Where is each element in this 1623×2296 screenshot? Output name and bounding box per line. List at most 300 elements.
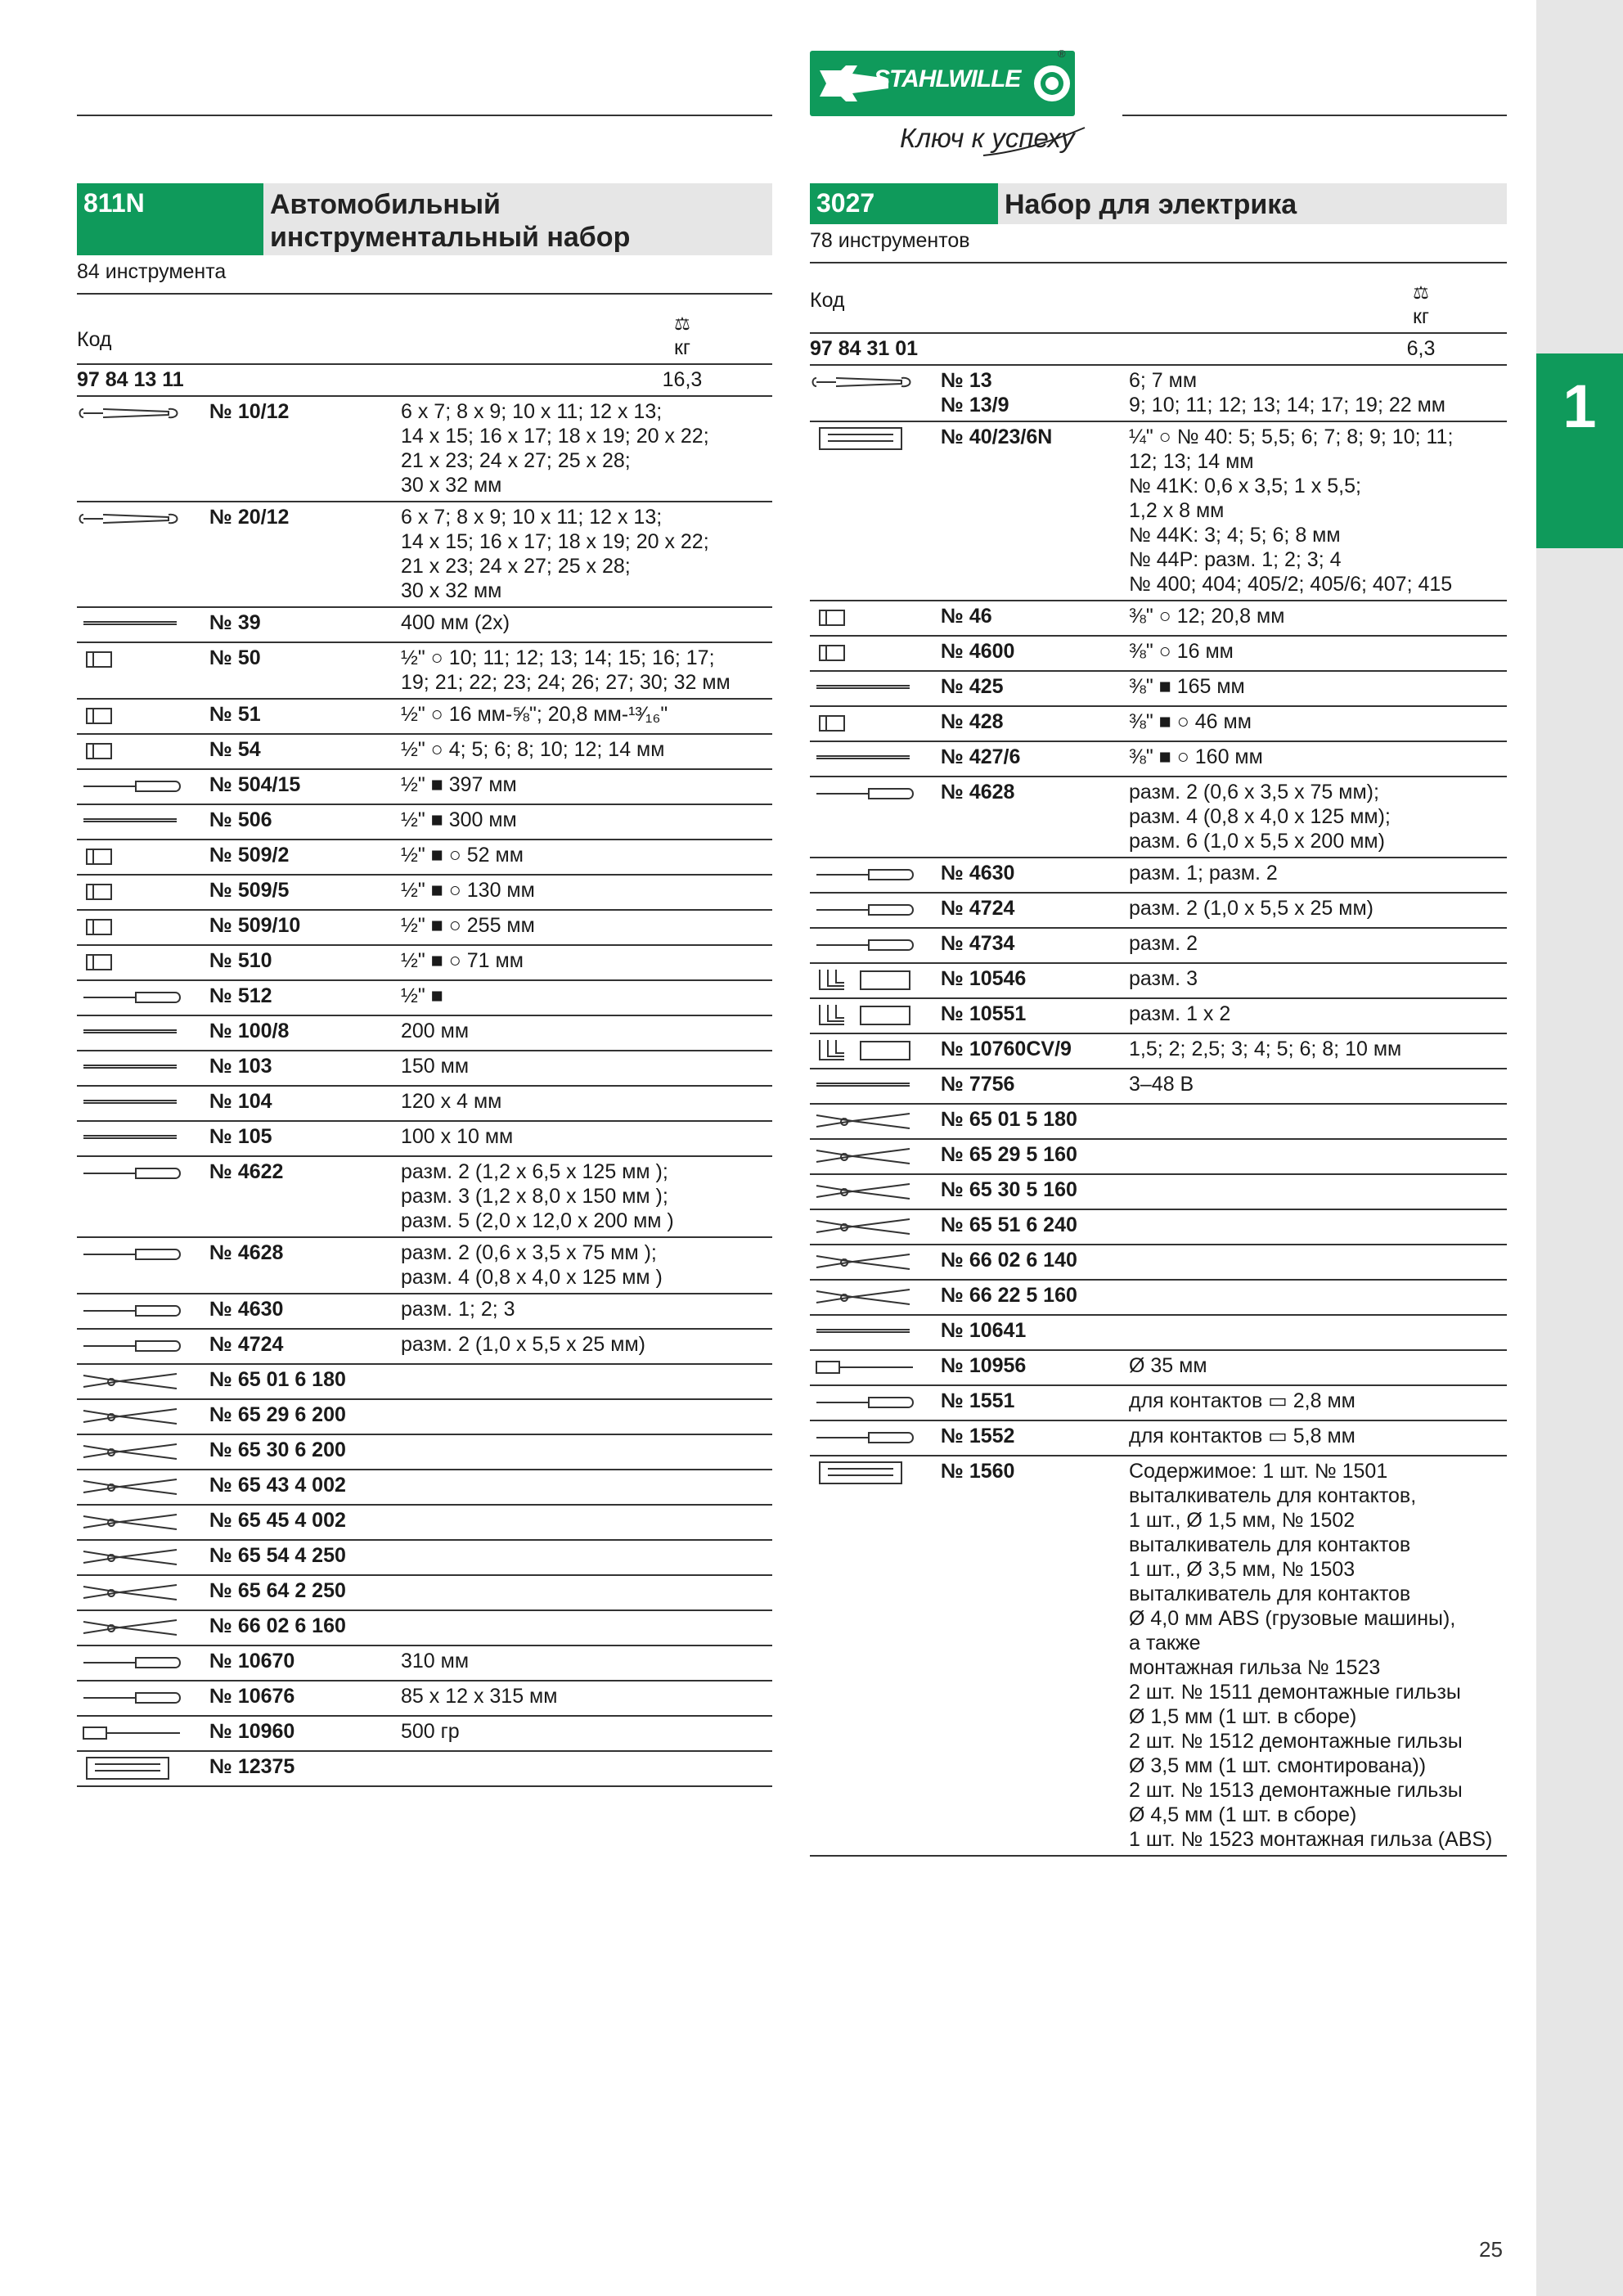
- sidebar-strip: [1536, 0, 1623, 2296]
- tool-number: № 1560: [941, 1456, 1129, 1856]
- set-title: Набор для электрика: [1005, 189, 1297, 220]
- tool-row[interactable]: [810, 1104, 1507, 1139]
- tool-number: № 65 29 6 200: [209, 1399, 401, 1434]
- chapter-tab[interactable]: [1536, 353, 1623, 548]
- tool-driver-icon: [79, 1684, 185, 1712]
- header-rule-left: [77, 115, 772, 116]
- tool-description: ½" ■: [401, 980, 772, 1015]
- tool-socket-icon: [812, 604, 918, 632]
- tool-picture: [810, 1069, 941, 1104]
- tool-picture: [810, 1315, 941, 1350]
- tool-row[interactable]: [810, 1420, 1507, 1456]
- tool-bar-icon: [79, 808, 185, 835]
- tool-picture: [810, 1174, 941, 1209]
- tool-picture: [810, 1350, 941, 1385]
- tool-picture: [77, 1294, 209, 1329]
- tool-description: ½" ○ 4; 5; 6; 8; 10; 12; 14 мм: [401, 734, 772, 769]
- tool-picture: [77, 840, 209, 875]
- tool-row[interactable]: [77, 1751, 772, 1786]
- tool-picture: [77, 1434, 209, 1470]
- set-title: Автомобильный инструментальный набор: [270, 189, 631, 253]
- tool-row[interactable]: [810, 421, 1507, 601]
- tool-row[interactable]: [77, 1399, 772, 1434]
- set-code: 811N: [77, 183, 263, 255]
- tool-description: [1129, 1315, 1507, 1350]
- tool-number: № 4630: [941, 858, 1129, 893]
- tool-description: разм. 2: [1129, 928, 1507, 963]
- tool-picture: [810, 706, 941, 741]
- tool-row[interactable]: [77, 1681, 772, 1716]
- set-weight: 16,3: [592, 364, 772, 396]
- tool-picture: [77, 1237, 209, 1294]
- tool-row[interactable]: [77, 1156, 772, 1237]
- tool-driver-icon: [812, 896, 918, 924]
- tool-description: [401, 1751, 772, 1786]
- scale-icon: ⚖: [1413, 282, 1429, 303]
- tool-description: ⅜" ■ 165 мм: [1129, 671, 1507, 706]
- tool-bar-icon: [79, 1019, 185, 1047]
- tool-pliers-icon: [812, 1248, 918, 1276]
- tool-kit-icon: [79, 1754, 185, 1782]
- tool-row[interactable]: [77, 1086, 772, 1121]
- tool-pliers-icon: [79, 1473, 185, 1501]
- tool-number: № 4630: [209, 1294, 401, 1329]
- tool-number: № 104: [209, 1086, 401, 1121]
- tool-row[interactable]: [810, 1174, 1507, 1209]
- tool-picture: [810, 1033, 941, 1069]
- tool-description: ¼" ○ № 40: 5; 5,5; 6; 7; 8; 9; 10; 11; 12; 13; 14 мм № 41K: 0,6 x 3,5; 1 x 5,5; 1,2 x 8 мм № 44K: 3; 4; 5; 6; 8 мм № 44P: разм. 1; 2; 3; 4 № 400; 404; 405/2; 405/6; 407; 415: [1129, 421, 1507, 601]
- tool-number: № 105: [209, 1121, 401, 1156]
- tool-picture: [810, 1139, 941, 1174]
- tool-description: ⅜" ○ 12; 20,8 мм: [1129, 601, 1507, 636]
- tool-number: № 509/5: [209, 875, 401, 910]
- tool-row[interactable]: [77, 699, 772, 734]
- tool-number: № 65 64 2 250: [209, 1575, 401, 1610]
- tool-picture: [810, 1385, 941, 1420]
- tool-description: для контактов ▭ 2,8 мм: [1129, 1385, 1507, 1420]
- tool-description: 400 мм (2x): [401, 607, 772, 642]
- tool-row[interactable]: [77, 980, 772, 1015]
- tool-number: № 4724: [941, 893, 1129, 928]
- tool-picture: [77, 1575, 209, 1610]
- tool-description: [1129, 1280, 1507, 1315]
- tool-bar-icon: [812, 745, 918, 772]
- tool-description: 120 x 4 мм: [401, 1086, 772, 1121]
- tool-pliers-icon: [812, 1142, 918, 1170]
- tool-row[interactable]: [77, 1237, 772, 1294]
- tool-row[interactable]: [77, 502, 772, 607]
- tool-row[interactable]: [77, 1505, 772, 1540]
- tool-row[interactable]: [810, 1456, 1507, 1856]
- tool-wrench-icon: [812, 368, 918, 396]
- tool-picture: [810, 421, 941, 601]
- tool-number: № 65 30 6 200: [209, 1434, 401, 1470]
- tool-picture: [77, 1505, 209, 1540]
- tool-row[interactable]: [77, 1364, 772, 1399]
- tool-description: ½" ■ 300 мм: [401, 804, 772, 840]
- tool-hammer-icon: [79, 1719, 185, 1747]
- tool-number: № 1551: [941, 1385, 1129, 1420]
- tool-row[interactable]: [810, 1280, 1507, 1315]
- tool-row[interactable]: [810, 1350, 1507, 1385]
- tool-number: № 4724: [209, 1329, 401, 1364]
- tool-driver-icon: [79, 1332, 185, 1360]
- tool-picture: [77, 1329, 209, 1364]
- set-count: 78 инструментов: [810, 229, 970, 252]
- tool-row[interactable]: [77, 769, 772, 804]
- tool-description: [401, 1505, 772, 1540]
- tool-socket-icon: [79, 948, 185, 976]
- tool-socket-icon: [79, 913, 185, 941]
- tool-description: 6 x 7; 8 x 9; 10 x 11; 12 x 13; 14 x 15; 16 x 17; 18 x 19; 20 x 22; 21 x 23; 24 x 27; 25 x 28; 30 x 32 мм: [401, 396, 772, 502]
- tool-number: № 10676: [209, 1681, 401, 1716]
- tool-wrench-icon: [79, 399, 185, 427]
- tool-number: № 20/12: [209, 502, 401, 607]
- tool-number: № 512: [209, 980, 401, 1015]
- tool-picture: [77, 699, 209, 734]
- registered-mark: ®: [1058, 47, 1066, 60]
- tool-row[interactable]: [810, 893, 1507, 928]
- tool-picture: [77, 910, 209, 945]
- tool-row[interactable]: [810, 1033, 1507, 1069]
- tool-picture: [810, 998, 941, 1033]
- tool-kit-icon: [812, 425, 918, 452]
- tool-description: ½" ○ 10; 11; 12; 13; 14; 15; 16; 17; 19; 21; 22; 23; 24; 26; 27; 30; 32 мм: [401, 642, 772, 699]
- tool-description: 85 x 12 x 315 мм: [401, 1681, 772, 1716]
- tool-description: разм. 2 (0,6 x 3,5 x 75 мм); разм. 4 (0,8 x 4,0 x 125 мм); разм. 6 (1,0 x 5,5 x 200 мм): [1129, 777, 1507, 858]
- tool-picture: [77, 769, 209, 804]
- tool-description: разм. 2 (1,0 x 5,5 x 25 мм): [401, 1329, 772, 1364]
- tool-number: № 40/23/6N: [941, 421, 1129, 601]
- tool-number: № 66 02 6 160: [209, 1610, 401, 1645]
- tool-picture: [810, 963, 941, 998]
- tool-driver-icon: [79, 1297, 185, 1325]
- tool-row[interactable]: [77, 910, 772, 945]
- tool-description: [401, 1434, 772, 1470]
- tool-number: № 10641: [941, 1315, 1129, 1350]
- article-number[interactable]: 97 84 31 01: [810, 333, 1335, 365]
- tool-picture: [810, 1420, 941, 1456]
- tool-number: № 103: [209, 1051, 401, 1086]
- tool-picture: [77, 1470, 209, 1505]
- set-header: [810, 183, 1507, 224]
- tool-bar-icon: [79, 1124, 185, 1152]
- tool-number: № 504/15: [209, 769, 401, 804]
- tool-picture: [810, 1245, 941, 1280]
- tool-row[interactable]: [77, 1015, 772, 1051]
- scale-icon: ⚖: [674, 313, 690, 334]
- tool-description: ⅜" ○ 16 мм: [1129, 636, 1507, 671]
- tool-number: № 4628: [209, 1237, 401, 1294]
- code-label: Код: [77, 294, 401, 364]
- tool-picture: [810, 365, 941, 421]
- tool-description: 100 x 10 мм: [401, 1121, 772, 1156]
- article-number[interactable]: 97 84 13 11: [77, 364, 592, 396]
- tool-bar-icon: [79, 610, 185, 638]
- tool-pliers-icon: [79, 1367, 185, 1395]
- tool-description: [1129, 1139, 1507, 1174]
- tool-number: № 65 01 6 180: [209, 1364, 401, 1399]
- tool-number: № 10546: [941, 963, 1129, 998]
- tool-picture: [810, 928, 941, 963]
- tool-number: № 65 43 4 002: [209, 1470, 401, 1505]
- tool-picture: [810, 777, 941, 858]
- tool-row[interactable]: [810, 706, 1507, 741]
- tool-picture: [810, 636, 941, 671]
- tool-row[interactable]: [810, 777, 1507, 858]
- tool-pliers-icon: [812, 1283, 918, 1311]
- tool-row[interactable]: [810, 1139, 1507, 1174]
- tool-bar-icon: [812, 674, 918, 702]
- tool-picture: [77, 1540, 209, 1575]
- tool-description: [401, 1610, 772, 1645]
- tool-driver-icon: [79, 772, 185, 800]
- tool-description: разм. 1 x 2: [1129, 998, 1507, 1033]
- tool-driver-icon: [812, 931, 918, 959]
- tool-description: [1129, 1104, 1507, 1139]
- tool-number: № 12375: [209, 1751, 401, 1786]
- tool-row[interactable]: [77, 804, 772, 840]
- tool-bar-icon: [812, 1072, 918, 1100]
- tool-picture: [77, 804, 209, 840]
- tool-number: № 425: [941, 671, 1129, 706]
- gear-icon: [1031, 61, 1073, 106]
- tool-picture: [77, 945, 209, 980]
- tool-description: 200 мм: [401, 1015, 772, 1051]
- tool-picture: [810, 1104, 941, 1139]
- tool-pliers-icon: [812, 1107, 918, 1135]
- tool-picture: [77, 734, 209, 769]
- tool-number: № 1552: [941, 1420, 1129, 1456]
- tool-row[interactable]: [810, 365, 1507, 421]
- tool-description: разм. 1; разм. 2: [1129, 858, 1507, 893]
- tool-row[interactable]: [77, 1434, 772, 1470]
- tool-description: [401, 1399, 772, 1434]
- set-811n-table: [77, 293, 772, 1787]
- tool-description: Ø 35 мм: [1129, 1350, 1507, 1385]
- tool-description: ⅜" ■ ○ 46 мм: [1129, 706, 1507, 741]
- tool-kit-icon: [812, 1459, 918, 1487]
- tool-row[interactable]: [810, 1069, 1507, 1104]
- tool-number: № 4600: [941, 636, 1129, 671]
- tool-row[interactable]: [810, 636, 1507, 671]
- tool-description: разм. 2 (0,6 x 3,5 x 75 мм ); разм. 4 (0,8 x 4,0 x 125 мм ): [401, 1237, 772, 1294]
- tool-description: [401, 1540, 772, 1575]
- set-3027-section: [810, 183, 1507, 1857]
- tool-row[interactable]: [77, 1540, 772, 1575]
- tool-picture: [77, 1645, 209, 1681]
- tool-row[interactable]: [810, 741, 1507, 777]
- tool-number: № 50: [209, 642, 401, 699]
- tool-number: № 10956: [941, 1350, 1129, 1385]
- tool-socket-icon: [79, 843, 185, 871]
- tool-picture: [77, 1086, 209, 1121]
- tool-row[interactable]: [810, 601, 1507, 636]
- tool-row[interactable]: [77, 1575, 772, 1610]
- tool-picture: [810, 1209, 941, 1245]
- tool-description: ½" ○ 16 мм-⅝"; 20,8 мм-¹³⁄₁₆": [401, 699, 772, 734]
- tool-row[interactable]: [810, 1315, 1507, 1350]
- tool-row[interactable]: [77, 875, 772, 910]
- tool-row[interactable]: [810, 1245, 1507, 1280]
- tool-number: № 65 51 6 240: [941, 1209, 1129, 1245]
- tool-bar-icon: [79, 1054, 185, 1082]
- tool-pliers-icon: [79, 1402, 185, 1430]
- set-3027-table: [810, 262, 1507, 1857]
- tool-number: № 509/2: [209, 840, 401, 875]
- tool-description: 310 мм: [401, 1645, 772, 1681]
- tool-pliers-icon: [79, 1543, 185, 1571]
- tool-pliers-icon: [79, 1578, 185, 1606]
- tool-number: № 4734: [941, 928, 1129, 963]
- tool-picture: [77, 1681, 209, 1716]
- tool-picture: [810, 1280, 941, 1315]
- tool-driver-icon: [812, 1424, 918, 1452]
- tool-description: 500 гр: [401, 1716, 772, 1751]
- tool-number: № 428: [941, 706, 1129, 741]
- tool-description: 150 мм: [401, 1051, 772, 1086]
- tool-row[interactable]: [77, 840, 772, 875]
- tool-number: № 66 02 6 140: [941, 1245, 1129, 1280]
- tool-row[interactable]: [810, 858, 1507, 893]
- tool-picture: [77, 607, 209, 642]
- tool-description: 6 x 7; 8 x 9; 10 x 11; 12 x 13; 14 x 15; 16 x 17; 18 x 19; 20 x 22; 21 x 23; 24 x 27; 25 x 28; 30 x 32 мм: [401, 502, 772, 607]
- tool-number: № 65 29 5 160: [941, 1139, 1129, 1174]
- tool-number: № 10760CV/9: [941, 1033, 1129, 1069]
- tool-picture: [77, 502, 209, 607]
- tool-pliers-icon: [812, 1177, 918, 1205]
- header-rule-right: [1122, 115, 1507, 116]
- tool-socket-icon: [812, 639, 918, 667]
- tool-hex-icon: [812, 1037, 918, 1065]
- tool-driver-icon: [79, 1159, 185, 1187]
- tool-driver-icon: [812, 780, 918, 808]
- tool-row[interactable]: [77, 1470, 772, 1505]
- tool-picture: [77, 1156, 209, 1237]
- tool-description: [401, 1470, 772, 1505]
- tool-description: [401, 1575, 772, 1610]
- tool-number: № 39: [209, 607, 401, 642]
- tool-socket-icon: [79, 878, 185, 906]
- tool-driver-icon: [79, 1649, 185, 1677]
- tool-row[interactable]: [77, 1645, 772, 1681]
- tool-row[interactable]: [77, 396, 772, 502]
- tool-row[interactable]: [810, 671, 1507, 706]
- tool-description: ½" ■ 397 мм: [401, 769, 772, 804]
- tool-row[interactable]: [77, 734, 772, 769]
- tool-hex-icon: [812, 1002, 918, 1029]
- brand-logo[interactable]: [810, 47, 1075, 116]
- chapter-number: 1: [1562, 372, 1597, 440]
- tool-pliers-icon: [79, 1508, 185, 1536]
- set-code: 3027: [810, 183, 998, 224]
- tool-picture: [810, 741, 941, 777]
- tool-number: № 10670: [209, 1645, 401, 1681]
- tool-number: № 65 01 5 180: [941, 1104, 1129, 1139]
- tool-row[interactable]: [810, 1385, 1507, 1420]
- tool-number: № 65 54 4 250: [209, 1540, 401, 1575]
- set-header: [77, 183, 772, 255]
- tool-picture: [77, 642, 209, 699]
- tool-description: ½" ■ ○ 52 мм: [401, 840, 772, 875]
- tool-description: ½" ■ ○ 255 мм: [401, 910, 772, 945]
- tool-description: ⅜" ■ ○ 160 мм: [1129, 741, 1507, 777]
- tool-number: № 509/10: [209, 910, 401, 945]
- tool-socket-icon: [79, 646, 185, 673]
- tool-row[interactable]: [77, 1121, 772, 1156]
- tool-description: разм. 2 (1,0 x 5,5 x 25 мм): [1129, 893, 1507, 928]
- tool-number: № 100/8: [209, 1015, 401, 1051]
- slogan-underline-icon: [982, 126, 1088, 159]
- tool-number: № 46: [941, 601, 1129, 636]
- tool-number: № 510: [209, 945, 401, 980]
- tool-number: № 13 № 13/9: [941, 365, 1129, 421]
- brand-slogan: Ключ к успеху: [900, 123, 1075, 153]
- weight-unit: кг: [673, 336, 691, 359]
- tool-number: № 4622: [209, 1156, 401, 1237]
- tool-picture: [810, 1456, 941, 1856]
- tool-number: № 10551: [941, 998, 1129, 1033]
- weight-unit: кг: [1412, 305, 1430, 328]
- tool-description: разм. 3: [1129, 963, 1507, 998]
- tool-row[interactable]: [810, 998, 1507, 1033]
- tool-pliers-icon: [79, 1614, 185, 1641]
- tool-row[interactable]: [77, 1329, 772, 1364]
- tool-number: № 65 30 5 160: [941, 1174, 1129, 1209]
- tool-row[interactable]: [810, 963, 1507, 998]
- brand-wordmark: STAHLWILLE: [874, 65, 1021, 92]
- tool-number: № 427/6: [941, 741, 1129, 777]
- tool-driver-icon: [812, 1389, 918, 1416]
- tool-hex-icon: [812, 966, 918, 994]
- tool-description: ½" ■ ○ 71 мм: [401, 945, 772, 980]
- tool-number: № 4628: [941, 777, 1129, 858]
- tool-picture: [810, 893, 941, 928]
- tool-picture: [77, 1364, 209, 1399]
- tool-row[interactable]: [77, 1610, 772, 1645]
- tool-number: № 10/12: [209, 396, 401, 502]
- tool-row[interactable]: [810, 1209, 1507, 1245]
- tool-bar-icon: [79, 1089, 185, 1117]
- tool-picture: [77, 1716, 209, 1751]
- tool-pliers-icon: [79, 1438, 185, 1465]
- tool-driver-icon: [79, 1240, 185, 1268]
- tool-row[interactable]: [77, 1051, 772, 1086]
- tool-row[interactable]: [77, 945, 772, 980]
- tool-picture: [77, 1015, 209, 1051]
- tool-picture: [77, 1610, 209, 1645]
- tool-number: № 54: [209, 734, 401, 769]
- set-weight: 6,3: [1335, 333, 1507, 365]
- tool-picture: [810, 671, 941, 706]
- tool-hammer-icon: [812, 1353, 918, 1381]
- tool-row[interactable]: [77, 1294, 772, 1329]
- tool-picture: [77, 875, 209, 910]
- tool-picture: [810, 601, 941, 636]
- tool-picture: [77, 1121, 209, 1156]
- tool-row[interactable]: [77, 607, 772, 642]
- tool-picture: [77, 1051, 209, 1086]
- tool-row[interactable]: [810, 928, 1507, 963]
- tool-picture: [77, 1751, 209, 1786]
- tool-driver-icon: [79, 984, 185, 1011]
- tool-row[interactable]: [77, 642, 772, 699]
- tool-picture: [810, 858, 941, 893]
- set-811n-section: [77, 183, 772, 1787]
- tool-row[interactable]: [77, 1716, 772, 1751]
- tool-socket-icon: [79, 702, 185, 730]
- tool-number: № 10960: [209, 1716, 401, 1751]
